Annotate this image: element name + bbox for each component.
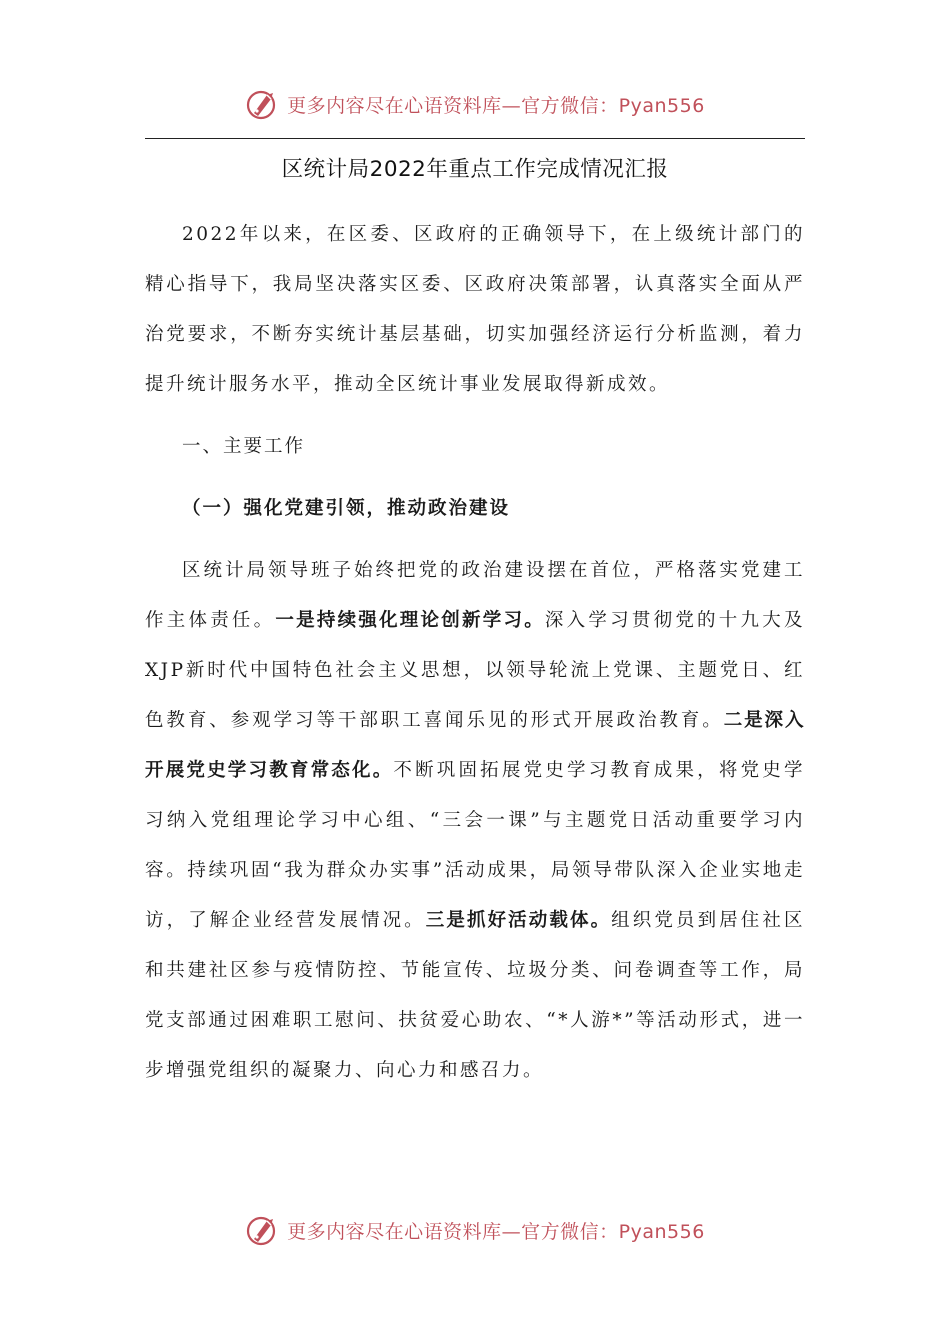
para-text-1: 区统计局领导班子始终把党的政治建设摆在首位，严格落实党建工作主体责任。 — [145, 560, 805, 631]
section-heading: 一、主要工作 — [182, 436, 306, 457]
pen-nib-logo-icon — [245, 1212, 281, 1248]
bold-point-3: 三是抓好活动载体。 — [425, 910, 612, 931]
intro-paragraph: 2022年以来，在区委、区政府的正确领导下，在上级统计部门的精心指导下，我局坚决落实区委、区政府决策部署，认真落实全面从严治党要求，不断夯实统计基层基础，切实加强经济运行分析监测，着力提升统计服务水平，推动全区统计事业发展取得新成效。 — [145, 224, 805, 395]
document-body — [145, 210, 805, 1096]
pen-nib-logo-icon — [245, 86, 281, 122]
subsection-heading: （一）强化党建引领，推动政治建设 — [182, 498, 511, 519]
watermark-text: 更多内容尽在心语资料库—官方微信： — [287, 1220, 619, 1243]
watermark-wechat-id: Pyan556 — [618, 94, 705, 117]
watermark-wechat-id: Pyan556 — [618, 1220, 705, 1243]
bold-point-1: 一是持续强化理论创新学习。 — [275, 610, 545, 631]
para-text-2: 深入学习贯彻党的十九大及XJP新时代中国特色社会主义思想，以领导轮流上党课、主题党日、红色教育、参观学习等干部职工喜闻乐见的形式开展政治教育。 — [145, 610, 805, 731]
body-paragraph — [145, 546, 805, 1096]
bold-point-2: 二是深入开展党史学习教育常态化。 — [145, 710, 805, 781]
header-watermark — [0, 84, 950, 124]
header-divider — [145, 138, 805, 139]
para-text-3: 不断巩固拓展党史学习教育成果，将党史学习纳入党组理论学习中心组、“三会一课”与主题党日活动重要学习内容。持续巩固“我为群众办实事”活动成果，局领导带队深入企业实地走访，了解企业经营发展情况。 — [145, 760, 805, 931]
footer-watermark — [0, 1210, 950, 1250]
document-title: 区统计局2022年重点工作完成情况汇报 — [281, 157, 669, 182]
watermark-text: 更多内容尽在心语资料库—官方微信： — [287, 94, 619, 117]
para-text-4: 组织党员到居住社区和共建社区参与疫情防控、节能宣传、垃圾分类、问卷调查等工作，局党支部通过困难职工慰问、扶贫爱心助农、“*人游*”等活动形式，进一步增强党组织的凝聚力、向心力和感召力。 — [145, 910, 805, 1081]
